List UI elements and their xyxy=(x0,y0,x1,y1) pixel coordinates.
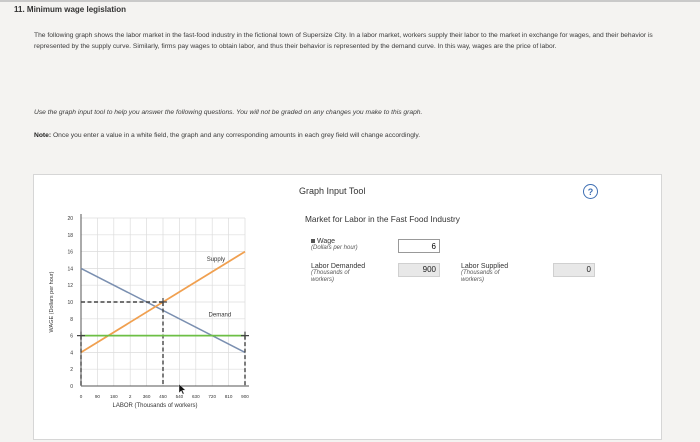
wage-label: Wage (Dollars per hour) xyxy=(311,238,358,251)
y-tick-label: 2 xyxy=(70,367,73,374)
market-subtitle: Market for Labor in the Fast Food Industry xyxy=(305,214,460,224)
y-tick-label: 14 xyxy=(67,266,73,273)
question-title: 11. Minimum wage legislation xyxy=(14,5,127,14)
x-tick-label: 540 xyxy=(175,394,184,399)
wage-legend-square xyxy=(311,239,315,243)
y-tick-label: 12 xyxy=(67,283,73,290)
y-tick-label: 4 xyxy=(70,350,73,357)
question-note xyxy=(34,132,420,139)
note-text: Once you enter a value in a white field, the graph and any corresponding amounts in each grey field will change accordingly. xyxy=(51,132,421,139)
x-tick-label: 180 xyxy=(109,394,118,399)
top-divider xyxy=(0,0,700,2)
y-tick-label: 8 xyxy=(70,316,73,323)
labor-demanded-label: Labor Demanded (Thousands of workers) xyxy=(311,263,366,283)
x-axis-label: LABOR (Thousands of workers) xyxy=(112,403,198,409)
wage-supplied-marker xyxy=(77,332,85,340)
x-tick-label: 810 xyxy=(224,394,233,399)
labor-market-chart[interactable] xyxy=(33,174,293,440)
x-tick-label: 900 xyxy=(241,394,249,399)
y-tick-label: 18 xyxy=(67,232,73,239)
question-intro: The following graph shows the labor market in the fast-food industry in the fictional town of Supersize City. In a labor market, workers supply their labor to the market in exchange for wages, and their behavior is represented by the supply curve. Similarly, firms pay wages to obtain labor, and thus their behavior is represented by the demand curve. In this way, wages are the price of labor. xyxy=(34,32,653,50)
note-label: Note: xyxy=(34,132,52,139)
equilibrium-marker xyxy=(159,298,167,306)
y-tick-label: 6 xyxy=(70,333,73,340)
graph-input-tool-title: Graph Input Tool xyxy=(299,186,366,196)
y-tick-label: 16 xyxy=(67,249,73,256)
x-tick-label: 630 xyxy=(191,394,200,399)
x-tick-label: 360 xyxy=(142,394,151,399)
wage-demanded-marker xyxy=(241,332,249,340)
labor-demanded-value: 900 xyxy=(398,263,440,277)
question-instruction: Use the graph input tool to help you answer the following questions. You will not be graded on any changes you make to this graph. xyxy=(34,109,423,116)
x-tick-label: 0 xyxy=(79,394,83,399)
y-tick-label: 20 xyxy=(67,216,73,222)
help-icon[interactable]: ? xyxy=(583,184,598,199)
supply-label: Supply xyxy=(206,256,226,263)
wage-input[interactable] xyxy=(398,239,440,253)
x-tick-label: 720 xyxy=(208,394,217,399)
labor-supplied-value: 0 xyxy=(553,263,595,277)
y-axis-label: WAGE (Dollars per hour) xyxy=(49,271,55,333)
x-tick-label: 90 xyxy=(94,394,100,399)
labor-supplied-label: Labor Supplied (Thousands of workers) xyxy=(461,263,509,283)
y-tick-label: 10 xyxy=(67,300,73,306)
x-tick-label: 2 xyxy=(128,394,132,399)
x-tick-label: 450 xyxy=(159,394,167,399)
demand-label: Demand xyxy=(208,312,232,319)
y-tick-label: 0 xyxy=(70,384,73,390)
